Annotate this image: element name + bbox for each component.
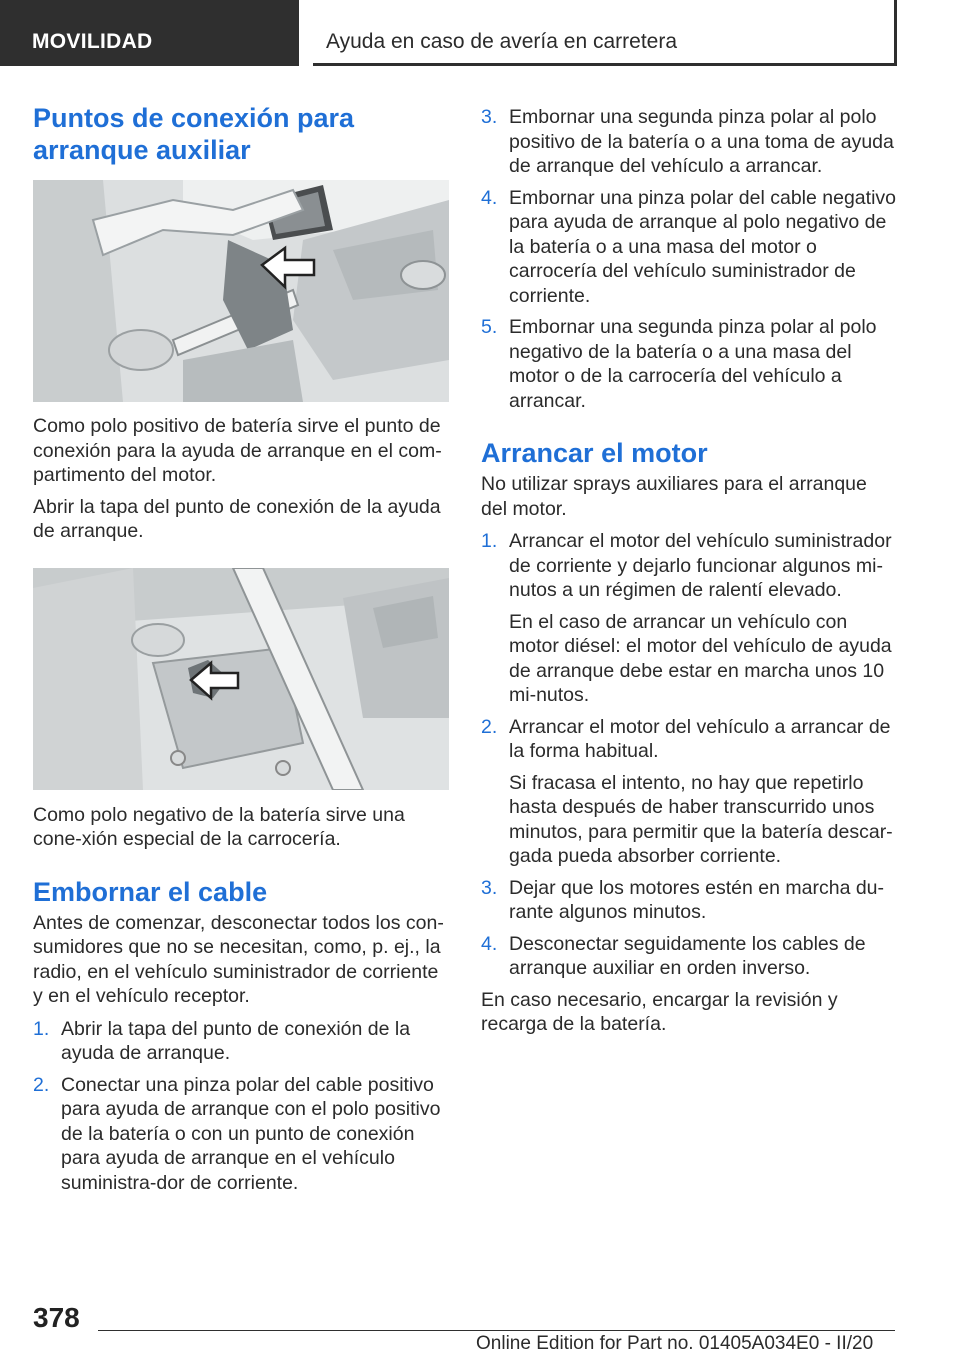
step-text: Embornar una segunda pinza polar al polo positivo de la batería o a una toma de ayuda de arranque del vehículo a arrancar.	[509, 106, 894, 177]
footer-divider	[98, 1330, 895, 1331]
step-text: Abrir la tapa del punto de conexión de la ayuda de arranque.	[61, 1017, 411, 1064]
step-number: 1.	[481, 530, 498, 552]
list-item	[481, 932, 897, 981]
right-column	[481, 105, 897, 1037]
step-number: 3.	[481, 106, 498, 128]
paragraph-battery-check: En caso necesario, encargar la revisión y recarga de la batería.	[481, 988, 838, 1035]
step-number: 3.	[481, 876, 498, 899]
list-item	[481, 186, 897, 309]
list-item	[33, 1017, 449, 1066]
engine-bay-positive-image	[33, 180, 449, 402]
step-text: Embornar una segunda pinza polar al polo negativo de la batería o a una masa del motor o de la carrocería del vehículo a arrancar.	[509, 316, 877, 412]
step-number: 2.	[481, 715, 498, 738]
list-item	[481, 529, 897, 708]
section-title: MOVILIDAD	[32, 30, 153, 53]
step-number: 1.	[33, 1017, 50, 1040]
paragraph-positive-terminal: Como polo positivo de batería sirve el punto de conexión para la ayuda de arranque en el com-partimento del motor.	[33, 415, 442, 486]
paragraph-before-start: Antes de comenzar, desconectar todos los con-sumidores que no se necesitan, como, p. ej., la radio, en el vehículo suministrador de corriente y en el vehículo receptor.	[33, 911, 444, 1007]
step-number: 2.	[33, 1073, 50, 1096]
list-item	[481, 315, 897, 413]
paragraph-open-cover: Abrir la tapa del punto de conexión de la ayuda de arranque.	[33, 495, 441, 542]
step-text: Desconectar seguidamente los cables de arranque auxiliar en orden inverso.	[509, 932, 866, 979]
step-text: Conectar una pinza polar del cable positivo para ayuda de arranque con el polo positivo de la batería o con un punto de conexión para ayuda de arranque en el vehículo suministra-dor de corriente.	[61, 1073, 441, 1194]
step-text: Arrancar el motor del vehículo a arrancar de la forma habitual.	[509, 715, 891, 762]
heading-start-engine: Arrancar el motor	[481, 438, 708, 468]
step-note: En el caso de arrancar un vehículo con motor diésel: el motor del vehículo de ayuda de arranque debe estar en marcha unos 10 mi-nutos.	[509, 610, 892, 706]
list-item	[481, 876, 897, 925]
step-text: Dejar que los motores estén en marcha du-rante algunos minutos.	[509, 876, 885, 923]
connect-steps-list-continued	[481, 105, 897, 413]
step-note: Si fracasa el intento, no hay que repetirlo hasta después de haber transcurrido unos minutos, para permitir que la batería descar-gada pueda absorber corriente.	[509, 771, 893, 867]
list-item	[33, 1073, 449, 1196]
heading-connect-cable: Embornar el cable	[33, 876, 268, 907]
start-steps-list	[481, 529, 897, 981]
negative-terminal-figure	[33, 568, 449, 790]
edition-note: Online Edition for Part no. 01405A034E0 - II/20	[476, 1333, 874, 1354]
positive-terminal-figure	[33, 180, 449, 402]
page-number: 378	[33, 1302, 80, 1333]
engine-bay-negative-image	[33, 568, 449, 790]
list-item	[481, 715, 897, 869]
step-text: Embornar una pinza polar del cable negativo para ayuda de arranque al polo negativo de la batería o a una masa del motor o carrocería del vehículo suministrador de corriente.	[509, 186, 897, 307]
paragraph-no-sprays: No utilizar sprays auxiliares para el arranque del motor.	[481, 473, 867, 520]
step-number: 4.	[481, 186, 498, 209]
chapter-title: Ayuda en caso de avería en carretera	[326, 30, 678, 53]
list-item	[481, 105, 897, 179]
heading-connection-points: Puntos de conexión para arranque auxiliar	[33, 103, 355, 165]
left-column	[33, 100, 449, 1195]
section-tab	[0, 0, 299, 66]
chapter-header	[313, 0, 897, 66]
paragraph-negative-terminal: Como polo negativo de la batería sirve una cone-xión especial de la carrocería.	[33, 803, 405, 850]
step-text: Arrancar el motor del vehículo suministrador de corriente y dejarlo funcionar algunos mi-nutos a un régimen de ralentí elevado.	[509, 530, 892, 601]
step-number: 4.	[481, 932, 498, 955]
step-number: 5.	[481, 316, 498, 338]
connect-steps-list	[33, 1017, 449, 1196]
